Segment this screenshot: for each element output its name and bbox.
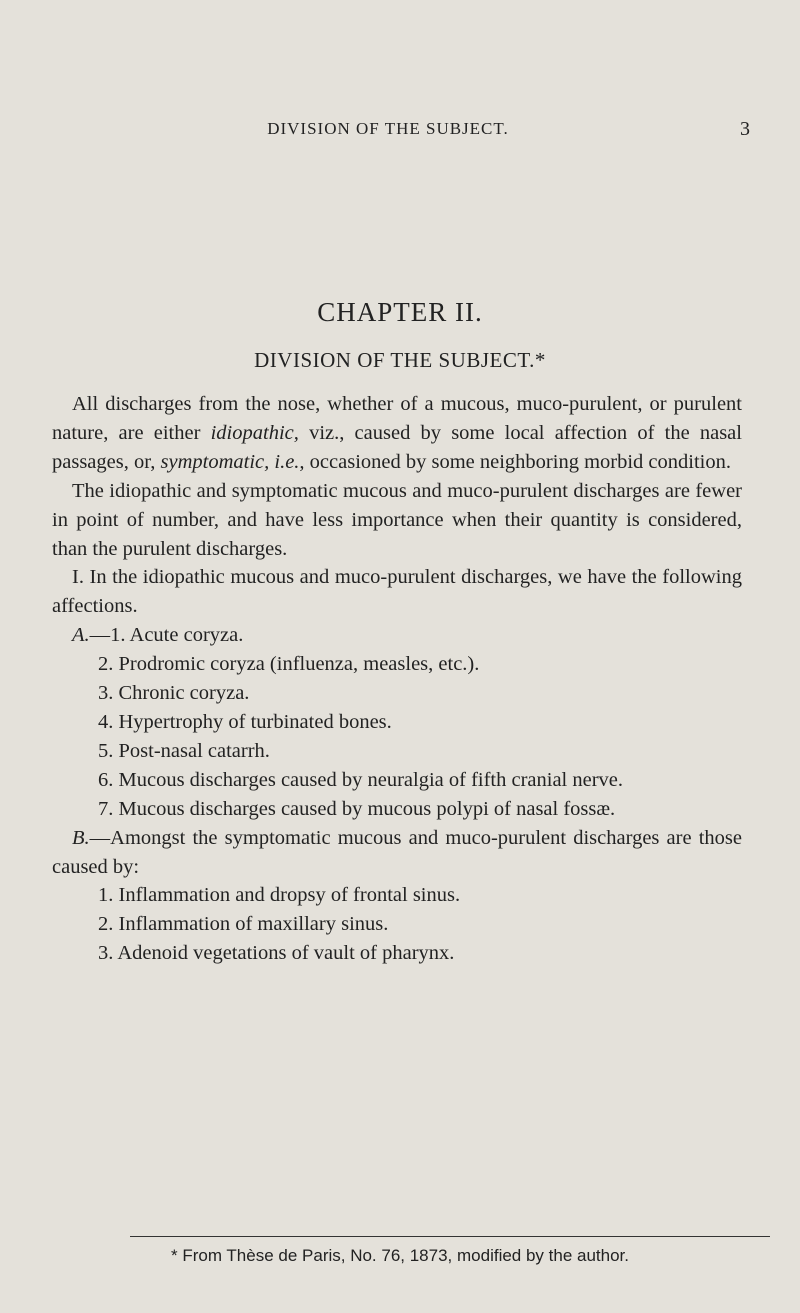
footnote-rule [130,1236,770,1237]
section-a-label: A. [72,624,90,647]
running-head-title: DIVISION OF THE SUBJECT. [267,119,509,138]
list-item: 6. Mucous discharges caused by neuralgia of fifth cranial nerve. [98,768,624,791]
list-item: 5. Post-nasal catarrh. [98,739,270,762]
section-b-intro-text: —Amongst the symptomatic mucous and muco-purulent discharges are those caused by: [52,826,742,878]
page-number: 3 [740,118,750,140]
body-text [52,390,742,968]
running-head [0,117,800,141]
list-item: 2. Prodromic coryza (influenza, measles, etc.). [98,653,480,676]
section-b-intro [52,824,742,882]
footnote: * From Thèse de Paris, No. 76, 1873, modified by the author. [171,1246,629,1265]
paragraph-1 [52,390,742,477]
list-item: 1. Inflammation and dropsy of frontal sinus. [98,884,461,907]
paragraph-2: The idiopathic and symptomatic mucous and muco-purulent discharges are fewer in point of number, and have less importance when their quantity is considered, than the purulent discharges. [52,479,742,560]
list-item [52,621,742,650]
chapter-subtitle: DIVISION OF THE SUBJECT.* [254,348,546,372]
section-b-label: B. [72,826,90,849]
list-item: 3. Chronic coryza. [98,682,250,705]
chapter-title: CHAPTER II. [317,297,483,327]
section-a-item-1: —1. Acute coryza. [89,624,244,647]
list-item: 7. Mucous discharges caused by mucous polypi of nasal fossæ. [98,797,616,820]
para1-text-3: occasioned by some neighboring morbid condition. [304,450,731,473]
para1-text-1: All discharges from the nose, whether of a mucous, muco-purulent, or purulent nature, are either [52,393,742,444]
list-item: 4. Hypertrophy of turbinated bones. [98,710,392,733]
para1-italic-idiopathic: idiopathic, [210,421,299,444]
para1-text-2: viz., caused by some local affection of the nasal passages, or, [52,421,742,473]
para1-italic-symptomatic: symptomatic, i.e., [160,450,305,473]
paragraph-3: I. In the idiopathic mucous and muco-purulent discharges, we have the following affections. [52,566,742,618]
list-item: 3. Adenoid vegetations of vault of pharynx. [98,942,455,965]
list-item: 2. Inflammation of maxillary sinus. [98,913,389,936]
